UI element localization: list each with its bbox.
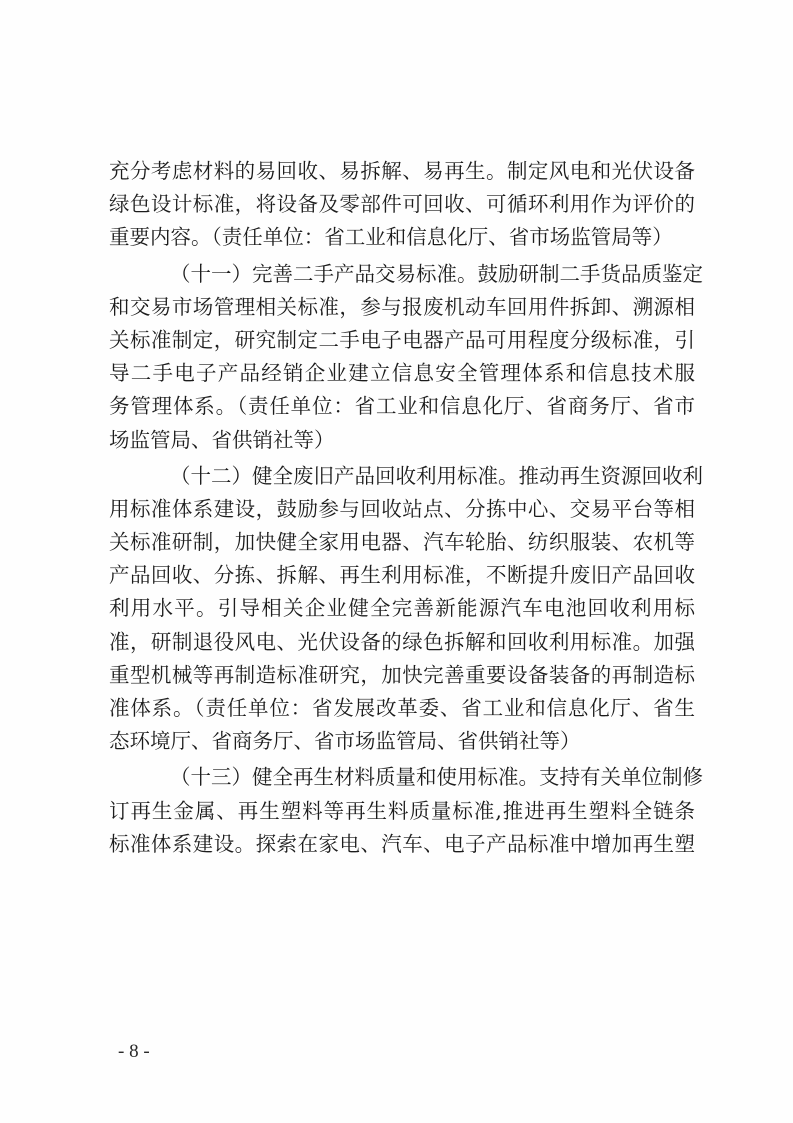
paragraph-item-13 [109,761,703,861]
paragraph-item-11 [109,258,703,457]
text-line: 订再生金属、再生塑料等再生料质量标准,推进再生塑料全链条 [109,798,695,823]
text-line: 关标准制定，研究制定二手电子电器产品可用程度分级标准，引 [109,327,695,352]
text-line: 产品回收、分拣、拆解、再生利用标准，不断提升废旧产品回收 [109,563,695,588]
text-line: 准体系。（责任单位：省发展改革委、省工业和信息化厅、省生 [109,696,695,720]
text-line: （十一）完善二手产品交易标准。鼓励研制二手货品质鉴定 [170,261,703,286]
text-line: 场监管局、省供销社等） [109,427,335,452]
text-line: 和交易市场管理相关标准，参与报废机动车回用件拆卸、溯源相 [109,294,695,319]
page-number: - 8 - [118,1041,150,1062]
text-line: 准，研制退役风电、光伏设备的绿色拆解和回收利用标准。加强 [109,629,695,654]
text-line: （十三）健全再生材料质量和使用标准。支持有关单位制修 [170,765,703,790]
text-line: 态环境厅、省商务厅、省市场监管局、省供销社等） [109,729,581,754]
paragraph-item-12 [109,460,703,759]
text-line: 导二手电子产品经销企业建立信息安全管理体系和信息技术服 [109,361,695,386]
text-line: （十二）健全废旧产品回收利用标准。推动再生资源回收利 [170,463,703,488]
text-line: 绿色设计标准，将设备及零部件可回收、可循环利用作为评价的 [109,192,695,217]
text-line: 重要内容。（责任单位：省工业和信息化厅、省市场监管局等） [109,225,673,250]
text-line: 用标准体系建设，鼓励参与回收站点、分拣中心、交易平台等相 [109,496,695,521]
text-line: 关标准研制，加快健全家用电器、汽车轮胎、纺织服装、农机等 [109,530,695,555]
text-line: 务管理体系。（责任单位：省工业和信息化厅、省商务厅、省市 [109,394,695,419]
text-line: 利用水平。引导相关企业健全完善新能源汽车电池回收利用标 [109,596,695,621]
paragraph-continuation [109,155,695,255]
text-line: 标准体系建设。探索在家电、汽车、电子产品标准中增加再生塑 [109,831,695,856]
body-text [109,155,703,864]
text-line: 重型机械等再制造标准研究，加快完善重要设备装备的再制造标 [109,662,695,687]
text-line: 充分考虑材料的易回收、易拆解、易再生。制定风电和光伏设备 [109,159,695,183]
